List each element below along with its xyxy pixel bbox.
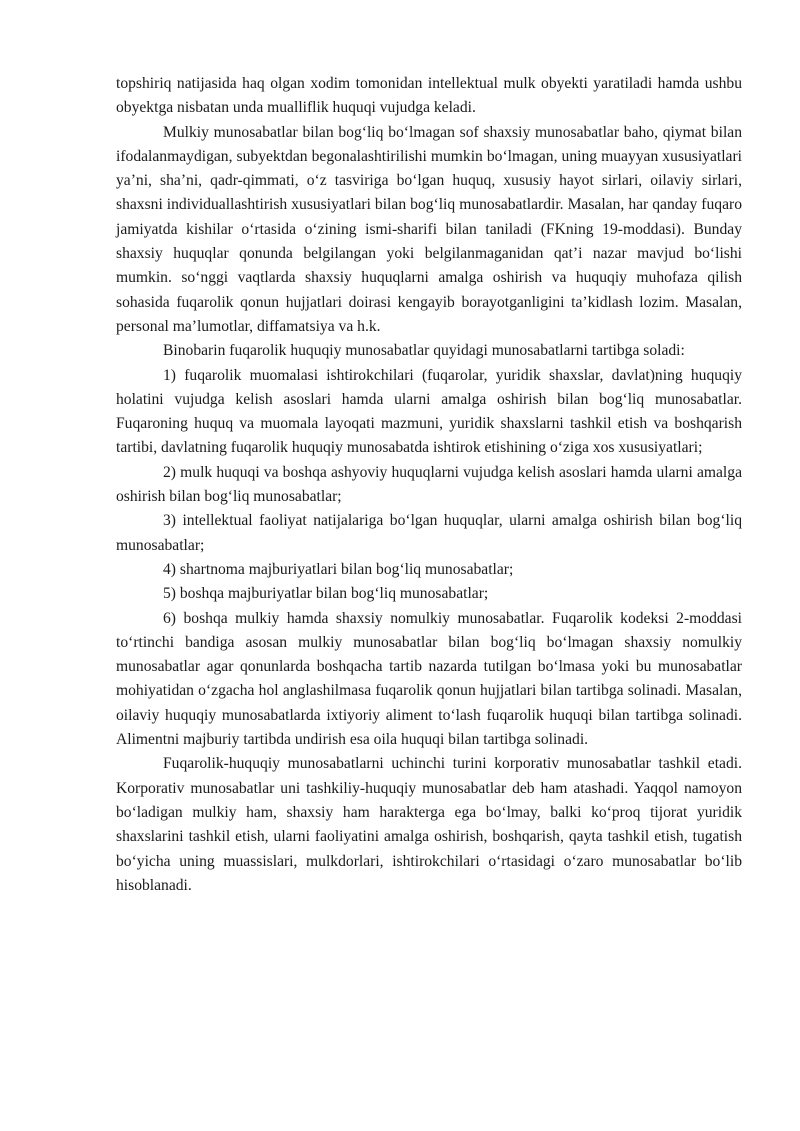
list-item: 5) boshqa majburiyatlar bilan bog‘liq munosabatlar; [163, 585, 489, 603]
paragraph: Binobarin fuqarolik huquqiy munosabatlar quyidagi munosabatlarni tartibga soladi: [163, 342, 685, 360]
list-item: 3) intellektual faoliyat natijalariga bo‘lgan huquqlar, ularni amalga oshirish bilan bog‘liq munosabatlar; [116, 512, 742, 554]
paragraph: Fuqarolik-huquqiy munosabatlarni uchinchi turini korporativ munosabatlar tashkil etadi. Korporativ munosabatlar uni tashkiliy-huquqiy munosabatlar deb ham atashadi. Yaqqol namoyon bo‘ladigan mulkiy ham, shaxsiy ham harakterga ega bo‘lmay, balki ko‘proq tijorat yuridik shaxslarini tashkil etish, ularni faoliyatini amalga oshirish, boshqarish, qayta tashkil etish, tugatish bo‘yicha uning muassislari, mulkdorlari, ishtirokchilari o‘rtasidagi o‘zaro munosabatlar bo‘lib hisoblanadi. [116, 755, 742, 894]
paragraph: topshiriq natijasida haq olgan xodim tomonidan intellektual mulk obyekti yaratiladi hamda ushbu obyektga nisbatan unda mualliflik huquqi vujudga keladi. [116, 75, 742, 117]
paragraph: Mulkiy munosabatlar bilan bog‘liq bo‘lmagan sof shaxsiy munosabatlar baho, qiymat bilan ifodalanmaydigan, subyektdan begonalashtirilishi mumkin bo‘lmagan, uning muayyan xususiyatlari ya’ni, sha’ni, qadr-qimmati, o‘z tasviriga bo‘lgan huquq, xususiy hayot sirlari, oilaviy sirlari, shaxsni individuallashtirish xususiyatlari bilan bog‘liq munosabatlardir. Masalan, har qanday fuqaro jamiyatda kishilar o‘rtasida o‘zining ismi-sharifi bilan taniladi (FKning 19-moddasi). Bunday shaxsiy huquqlar qonunda belgilangan yoki belgilanmaganidan qat’i nazar mavjud bo‘lishi mumkin. so‘nggi vaqtlarda shaxsiy huquqlarni amalga oshirish va huquqiy muhofaza qilish sohasida fuqarolik qonun hujjatlari doirasi kengayib borayotganligini ta’kidlash lozim. Masalan, personal ma’lumotlar, diffamatsiya va h.k. [116, 123, 742, 335]
list-item: 1) fuqarolik muomalasi ishtirokchilari (fuqarolar, yuridik shaxslar, davlat)ning huquqiy holatini vujudga kelish asoslari hamda ularni amalga oshirish bilan bog‘liq munosabatlar. Fuqaroning huquq va muomala layoqati mazmuni, yuridik shaxslarni tashkil etish va boshqarish tartibi, davlatning fuqarolik huquqiy munosabatda ishtirok etishining o‘ziga xos xususiyatlari; [116, 366, 742, 457]
list-item: 4) shartnoma majburiyatlari bilan bog‘liq munosabatlar; [163, 560, 514, 578]
list-item: 2) mulk huquqi va boshqa ashyoviy huquqlarni vujudga kelish asoslari hamda ularni amalga oshirish bilan bog‘liq munosabatlar; [116, 463, 742, 506]
list-item: 6) boshqa mulkiy hamda shaxsiy nomulkiy munosabatlar. Fuqarolik kodeksi 2-moddasi to‘rtinchi bandiga asosan mulkiy munosabatlar bilan bog‘liq bo‘lmagan shaxsiy nomulkiy munosabatlar agar qonunlarda boshqacha tartib nazarda tutilgan bo‘lmasa yoki bu munosabatlar mohiyatidan o‘zgacha hol anglashilmasa fuqarolik qonun hujjatlari bilan tartibga solinadi. Masalan, oilaviy huquqiy munosabatlarda ixtiyoriy aliment to‘lash fuqarolik huquqi bilan tartibga solinadi. Alimentni majburiy tartibda undirish esa oila huquqi bilan tartibga solinadi. [116, 609, 742, 749]
document-page [116, 72, 742, 898]
